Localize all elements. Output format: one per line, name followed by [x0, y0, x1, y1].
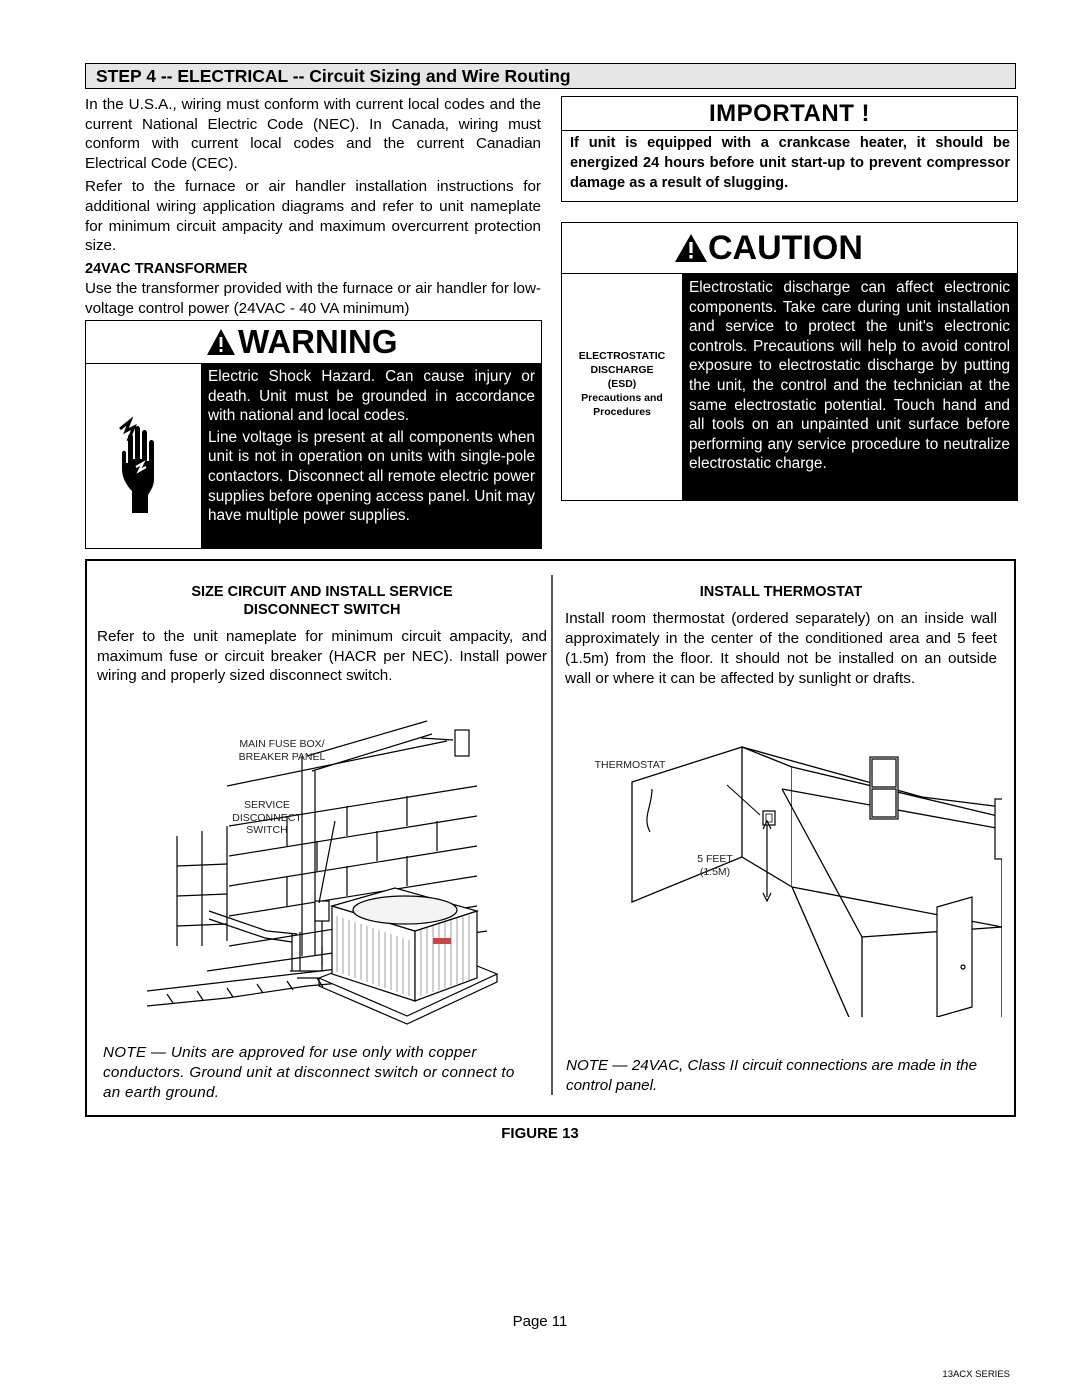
transformer-heading: 24VAC TRANSFORMER	[85, 260, 248, 277]
thermostat-text: Install room thermostat (ordered separately) on an inside wall approximately in the center of the conditioned area and 5 feet (1.5m) from the floor. It should not be installed on an outside wall or where it can be affected by sunlight or drafts.	[565, 610, 997, 687]
caution-title: CAUTION	[708, 229, 863, 267]
class-ii-note: NOTE — 24VAC, Class II circuit connections are made in the control panel.	[566, 1057, 978, 1094]
esd-label-line-3: (ESD)	[607, 378, 637, 390]
figure-divider	[551, 575, 553, 1095]
five-feet-label-line-1: 5 FEET	[697, 853, 733, 865]
thermostat-heading: INSTALL THERMOSTAT	[699, 584, 863, 600]
figure-box	[85, 559, 1016, 1117]
caution-header	[562, 223, 1017, 274]
step-title: STEP 4 -- ELECTRICAL -- Circuit Sizing and Wire Routing	[96, 66, 571, 86]
figure-caption: FIGURE 13	[501, 1125, 579, 1142]
warning-text-1: Electric Shock Hazard. Can cause injury or death. Unit must be grounded in accordance with national and local codes.	[208, 368, 535, 425]
important-title: IMPORTANT !	[562, 97, 1017, 131]
disconnect-text: Refer to the unit nameplate for minimum circuit ampacity, and maximum fuse or circuit breaker (HACR per NEC). Install power wiring and properly sized disconnect switch.	[97, 628, 547, 685]
intro-section	[85, 95, 541, 319]
fuse-box-label-line-2: BREAKER PANEL	[238, 750, 326, 763]
step-header	[85, 63, 1016, 89]
outdoor-unit-diagram	[147, 716, 547, 1036]
warning-text-2: Line voltage is present at all components when unit is not in operation on units with single-pole contactors. Disconnect all remote electric power supplies before opening access panel. Unit may have multiple power supplies.	[208, 428, 535, 525]
warning-box	[85, 320, 542, 549]
important-text: If unit is equipped with a crankcase heater, it should be energized 24 hours before unit start-up to prevent compressor damage as a result of slugging.	[570, 135, 1010, 191]
electric-shock-hand-icon	[116, 417, 172, 513]
intro-paragraph-2: Refer to the furnace or air handler installation instructions for additional wiring application diagrams and refer to unit nameplate for minimum circuit ampacity and maximum overcurrent protection size.	[85, 178, 541, 255]
disconnect-heading-2: DISCONNECT SWITCH	[243, 602, 401, 618]
warning-header	[86, 321, 541, 364]
service-disconnect-label-line-2: DISCONNECT	[232, 811, 302, 824]
page-number: Page 11	[512, 1313, 568, 1330]
thermostat-section	[565, 583, 997, 689]
caution-text: Electrostatic discharge can affect electronic components. Take care during unit installation and service to protect the unit's electronic controls. Precautions will help to avoid control exposure to electrostatic discharge by putting the unit, the control and the technician at the same electrostatic potential. Touch hand and all tools on an unpainted unit surface before performing any service procedure to neutralize electrostatic charge.	[689, 279, 1010, 473]
service-disconnect-label	[217, 799, 317, 837]
important-box	[561, 96, 1018, 202]
caution-triangle-icon	[674, 233, 708, 263]
transformer-paragraph: Use the transformer provided with the furnace or air handler for low-voltage control power (24VAC - 40 VA minimum)	[85, 280, 541, 317]
fuse-box-label	[217, 738, 347, 763]
series-label: 13ACX SERIES	[942, 1369, 1010, 1380]
esd-label-line-1: ELECTROSTATIC	[578, 350, 666, 362]
fuse-box-label-line-1: MAIN FUSE BOX/	[239, 738, 325, 750]
disconnect-section	[97, 583, 547, 686]
esd-label-line-5: Procedures	[593, 406, 651, 418]
esd-label-line-2: DISCHARGE	[590, 364, 654, 376]
service-disconnect-label-line-1: SERVICE	[244, 799, 290, 811]
copper-note: NOTE — Units are approved for use only with copper conductors. Ground unit at disconnect switch or connect to an earth ground.	[103, 1044, 515, 1101]
room-diagram	[622, 737, 1002, 1017]
caution-text-panel	[682, 273, 1017, 500]
caution-box	[561, 222, 1018, 501]
thermostat-label: THERMOSTAT	[594, 759, 666, 771]
service-disconnect-label-line-3: SWITCH	[246, 824, 288, 836]
warning-text-panel	[201, 363, 541, 548]
intro-paragraph-1: In the U.S.A., wiring must conform with current local codes and the current National Electric Code (NEC). In Canada, wiring must conform with current local codes and the current Canadian Electrical Code (CEC).	[85, 96, 541, 172]
esd-label-line-4: Precautions and	[581, 392, 663, 404]
five-feet-label	[687, 853, 743, 878]
five-feet-label-line-2: (1.5M)	[699, 865, 731, 878]
esd-label-panel	[562, 273, 682, 500]
disconnect-heading-1: SIZE CIRCUIT AND INSTALL SERVICE	[191, 584, 453, 600]
warning-triangle-icon	[206, 328, 236, 356]
warning-title: WARNING	[238, 323, 398, 360]
